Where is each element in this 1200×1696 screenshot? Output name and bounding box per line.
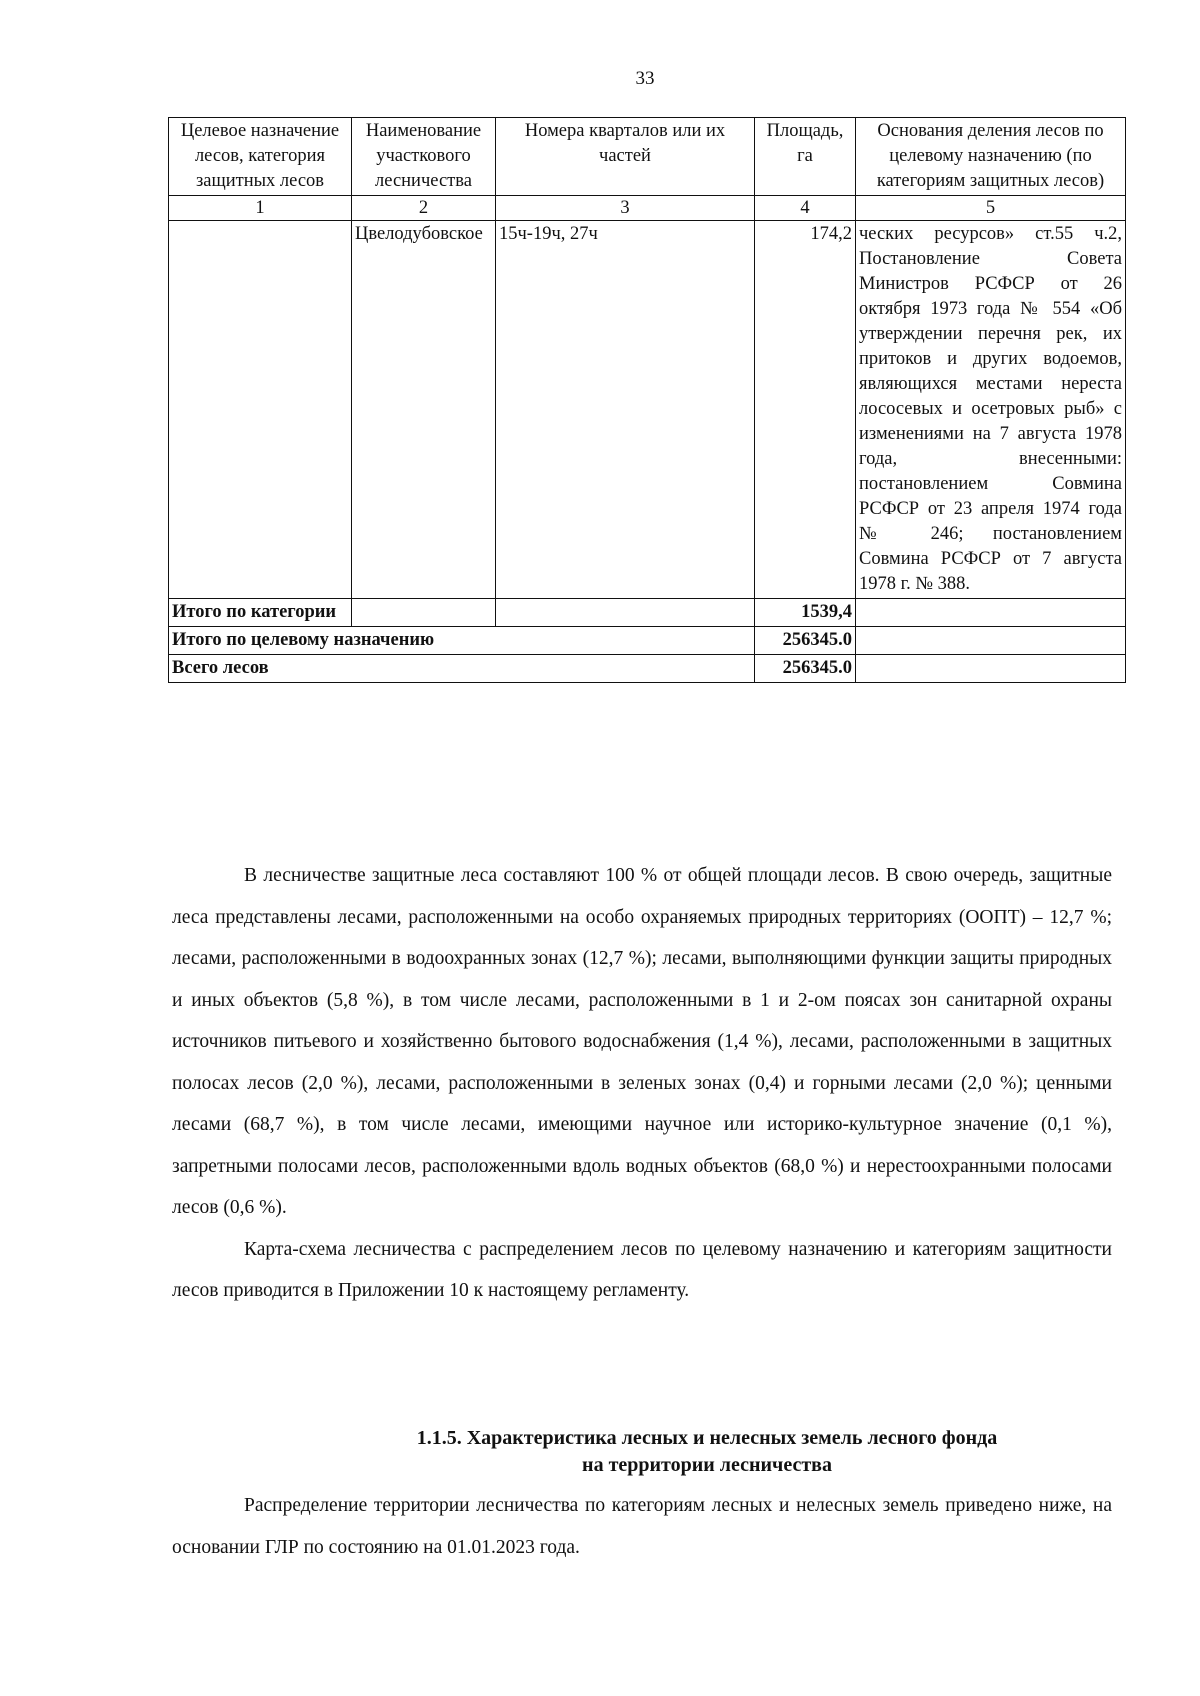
total-forests-row bbox=[169, 655, 1126, 683]
paragraph-protective-share: В лесничестве защитные леса составляют 100 % от общей площади лесов. В свою очередь, защитные леса представлены лесами, расположенными на особо охраняемых природных территориях (ООПТ) – 12,7 %; лесами, расположенными в водоохранных зонах (12,7 %); лесами, выполняющими функции защиты природных и иных объектов (5,8 %), в том числе лесами, расположенными в 1 и 2-ом поясах зон санитарной охраны источников питьевого и хозяйственно бытового водоснабжения (1,4 %), лесами, расположенными в защитных полосах лесов (2,0 %), лесами, расположенными в зеленых зонах (0,4) и горными лесами (2,0 %); ценными лесами (68,7 %), в том числе лесами, имеющими научное или историко-культурное значение (0,1 %), запретными полосами лесов, расположенными вдоль водных объектов (68,0 %) и нерестоохранными полосами лесов (0,6 %). bbox=[172, 865, 1112, 1218]
section-title-line-1: 1.1.5. Характеристика лесных и нелесных земель лесного фонда bbox=[416, 1427, 998, 1449]
page-number: 33 bbox=[635, 68, 655, 89]
total-purpose-label: Итого по целевому назначению bbox=[169, 627, 755, 655]
paragraph-map-reference: Карта-схема лесничества с распределением лесов по целевому назначению и категориям защитности лесов приводится в Приложении 10 к настоящему регламенту. bbox=[172, 1238, 1112, 1301]
total-forests-label: Всего лесов bbox=[169, 655, 755, 683]
column-number: 2 bbox=[352, 196, 496, 221]
section-heading bbox=[172, 1425, 1200, 1479]
paragraph-land-distribution: Распределение территории лесничества по категориям лесных и нелесных земель приведено ниже, на основании ГЛР по состоянию на 01.01.2023 года. bbox=[172, 1495, 1112, 1558]
total-category-row bbox=[169, 599, 1126, 627]
header-quarters: Номера кварталов или их частей bbox=[496, 118, 755, 196]
land-distribution-text bbox=[172, 1485, 1112, 1568]
cell-purpose bbox=[169, 221, 352, 599]
cell-district: Цвелодубовское bbox=[352, 221, 496, 599]
cell-quarters: 15ч-19ч, 27ч bbox=[496, 221, 755, 599]
column-number: 5 bbox=[856, 196, 1126, 221]
total-category-label: Итого по категории bbox=[169, 599, 352, 627]
header-area: Площадь, га bbox=[755, 118, 856, 196]
column-number-row bbox=[169, 196, 1126, 221]
cell-area: 174,2 bbox=[755, 221, 856, 599]
header-basis: Основания деления лесов по целевому назначению (по категориям защитных лесов) bbox=[856, 118, 1126, 196]
column-number: 4 bbox=[755, 196, 856, 221]
forest-purpose-table bbox=[168, 117, 1126, 683]
column-number: 3 bbox=[496, 196, 755, 221]
total-forests-area: 256345.0 bbox=[755, 655, 856, 683]
column-number: 1 bbox=[169, 196, 352, 221]
section-title-line-2: на территории лесничества bbox=[582, 1454, 832, 1476]
header-district: Наименование участкового лесничества bbox=[352, 118, 496, 196]
table-header-row bbox=[169, 118, 1126, 196]
table-row bbox=[169, 221, 1126, 599]
total-purpose-row bbox=[169, 627, 1126, 655]
total-purpose-area: 256345.0 bbox=[755, 627, 856, 655]
protective-forests-text bbox=[172, 855, 1112, 1312]
total-category-area: 1539,4 bbox=[755, 599, 856, 627]
header-purpose: Целевое назначение лесов, категория защитных лесов bbox=[169, 118, 352, 196]
cell-basis: ческих ресурсов» ст.55 ч.2, Постановление Совета Министров РСФСР от 26 октября 1973 года № 554 «Об утверждении перечня рек, их притоков и других водоемов, являющихся местами нереста лососевых и осетровых рыб» с изменениями на 7 августа 1978 года, внесенными: постановлением Совмина РСФСР от 23 апреля 1974 года № 246; постановлением Совмина РСФСР от 7 августа 1978 г. № 388. bbox=[856, 221, 1126, 599]
